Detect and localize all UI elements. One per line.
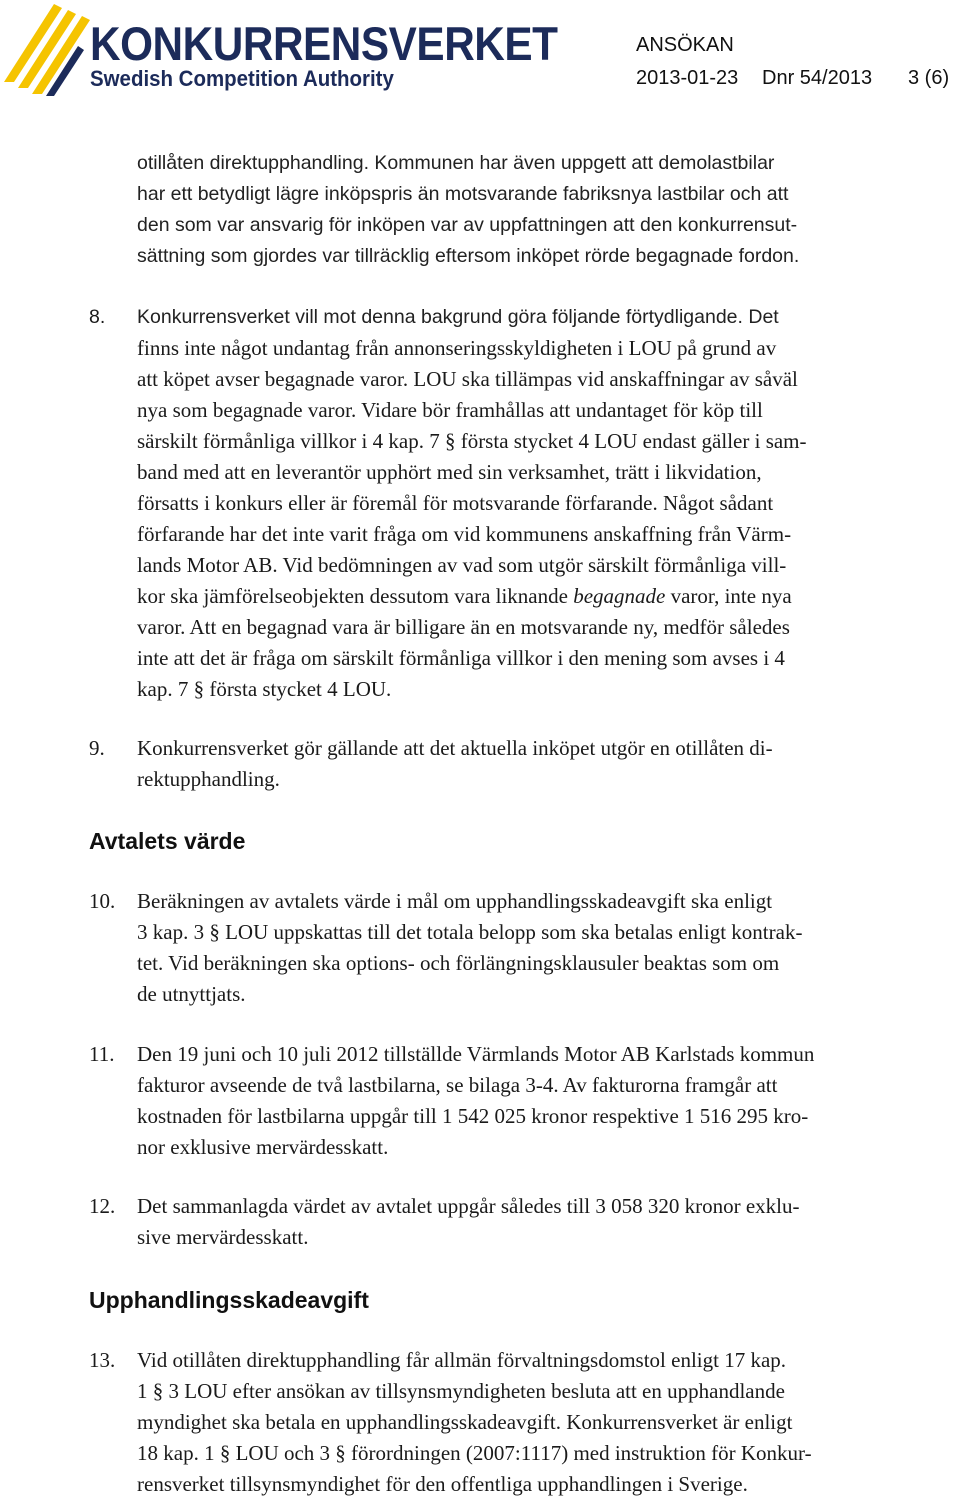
emphasis: begagnade	[573, 584, 666, 608]
paragraph-number: 13.	[89, 1348, 116, 1372]
text-line: nor exklusive mervärdesskatt.	[137, 1135, 389, 1159]
text-line: Den 19 juni och 10 juli 2012 tillställde Värmlands Motor AB Karlstads kommun	[137, 1042, 815, 1066]
document-date: 2013-01-23	[636, 67, 739, 89]
text-line: sive mervärdesskatt.	[137, 1225, 309, 1249]
logo-subtitle: Swedish Competition Authority	[90, 66, 394, 91]
paragraph-number: 8.	[89, 306, 106, 328]
text-line: tet. Vid beräkningen ska options- och förlängningsklausuler beaktas som om	[137, 951, 780, 975]
text-line: otillåten direktupphandling. Kommunen har även uppgett att demolastbilar	[137, 152, 775, 174]
text-line: den som var ansvarig för inköpen var av uppfattningen att den konkurrensut-	[137, 214, 798, 236]
text-line: nya som begagnade varor. Vidare bör framhållas att undantaget för köp till	[137, 398, 763, 422]
text-line: de utnyttjats.	[137, 982, 246, 1006]
logo-mark-icon	[4, 4, 94, 96]
paragraph-9	[137, 733, 947, 795]
logo-wordmark: KONKURRENSVERKET	[90, 17, 558, 70]
text-line: Beräkningen av avtalets värde i mål om upphandlingsskadeavgift ska enligt	[137, 889, 773, 913]
paragraph-11	[137, 1039, 947, 1163]
text-line: inte att det är fråga om särskilt förmånliga villkor i den mening som avses i 4	[137, 646, 785, 670]
text-line: särskilt förmånliga villkor i 4 kap. 7 § första stycket 4 LOU endast gäller i sam-	[137, 429, 807, 453]
text-line: fakturor avseende de två lastbilarna, se bilaga 3-4. Av fakturorna framgår att	[137, 1073, 778, 1097]
paragraph-12	[137, 1191, 947, 1253]
text-line: 3 kap. 3 § LOU uppskattas till det totala belopp som ska betalas enligt kontrak-	[137, 920, 803, 944]
text-line: rektupphandling.	[137, 767, 280, 791]
paragraph-number: 12.	[89, 1194, 116, 1218]
intro-paragraph	[137, 148, 947, 272]
paragraph-8	[137, 333, 947, 705]
text-line: försatts i konkurs eller är föremål för motsvarande förfarande. Något sådant	[137, 491, 774, 515]
document-reference: Dnr 54/2013	[762, 67, 873, 89]
text-line: att köpet avser begagnade varor. LOU ska tillämpas vid anskaffningar av såväl	[137, 367, 798, 391]
paragraph-number: 10.	[89, 889, 116, 913]
paragraph-number: 9.	[89, 736, 105, 760]
text-segment: varor, inte nya	[665, 584, 792, 608]
text-line: band med att en leverantör upphört med sin verksamhet, trätt i likvidation,	[137, 460, 762, 484]
logo	[4, 4, 558, 96]
text-line: Konkurrensverket vill mot denna bakgrund göra följande förtydligande. Det	[137, 306, 779, 328]
text-line: sättning som gjordes var tillräcklig eftersom inköpet rörde begagnade fordon.	[137, 245, 800, 267]
text-line: 18 kap. 1 § LOU och 3 § förordningen (2007:1117) med instruktion för Konkur-	[137, 1441, 812, 1465]
paragraph-10	[137, 886, 947, 1010]
text-line	[137, 581, 947, 612]
text-line: myndighet ska betala en upphandlingsskadeavgift. Konkurrensverket är enligt	[137, 1410, 793, 1434]
paragraph-8-intro	[137, 302, 947, 333]
document-type: ANSÖKAN	[636, 34, 734, 56]
text-line: Vid otillåten direktupphandling får allmän förvaltningsdomstol enligt 17 kap.	[137, 1348, 787, 1372]
text-line: finns inte något undantag från annonseringsskyldigheten i LOU på grund av	[137, 336, 777, 360]
section-heading: Avtalets värde	[89, 828, 246, 854]
text-line: kap. 7 § första stycket 4 LOU.	[137, 677, 392, 701]
text-line: Det sammanlagda värdet av avtalet uppgår således till 3 058 320 kronor exklu-	[137, 1194, 800, 1218]
text-line: Konkurrensverket gör gällande att det aktuella inköpet utgör en otillåten di-	[137, 736, 773, 760]
page-number: 3 (6)	[908, 67, 950, 89]
text-line: varor. Att en begagnad vara är billigare än en motsvarande ny, medför således	[137, 615, 790, 639]
paragraph-number: 11.	[89, 1042, 115, 1066]
text-line: 1 § 3 LOU efter ansökan av tillsynsmyndigheten besluta att en upphandlande	[137, 1379, 785, 1403]
text-segment: kor ska jämförelseobjekten dessutom vara liknande	[137, 584, 574, 608]
paragraph-13	[137, 1345, 947, 1500]
text-line: förfarande har det inte varit fråga om vid kommunens anskaffning från Värm-	[137, 522, 792, 546]
text-line: lands Motor AB. Vid bedömningen av vad som utgör särskilt förmånliga vill-	[137, 553, 787, 577]
text-line: har ett betydligt lägre inköpspris än motsvarande fabriksnya lastbilar och att	[137, 183, 789, 205]
section-heading: Upphandlingsskadeavgift	[89, 1287, 369, 1313]
text-line: kostnaden för lastbilarna uppgår till 1 542 025 kronor respektive 1 516 295 kro-	[137, 1104, 809, 1128]
text-line: rensverket tillsynsmyndighet för den offentliga upphandlingen i Sverige.	[137, 1472, 748, 1496]
